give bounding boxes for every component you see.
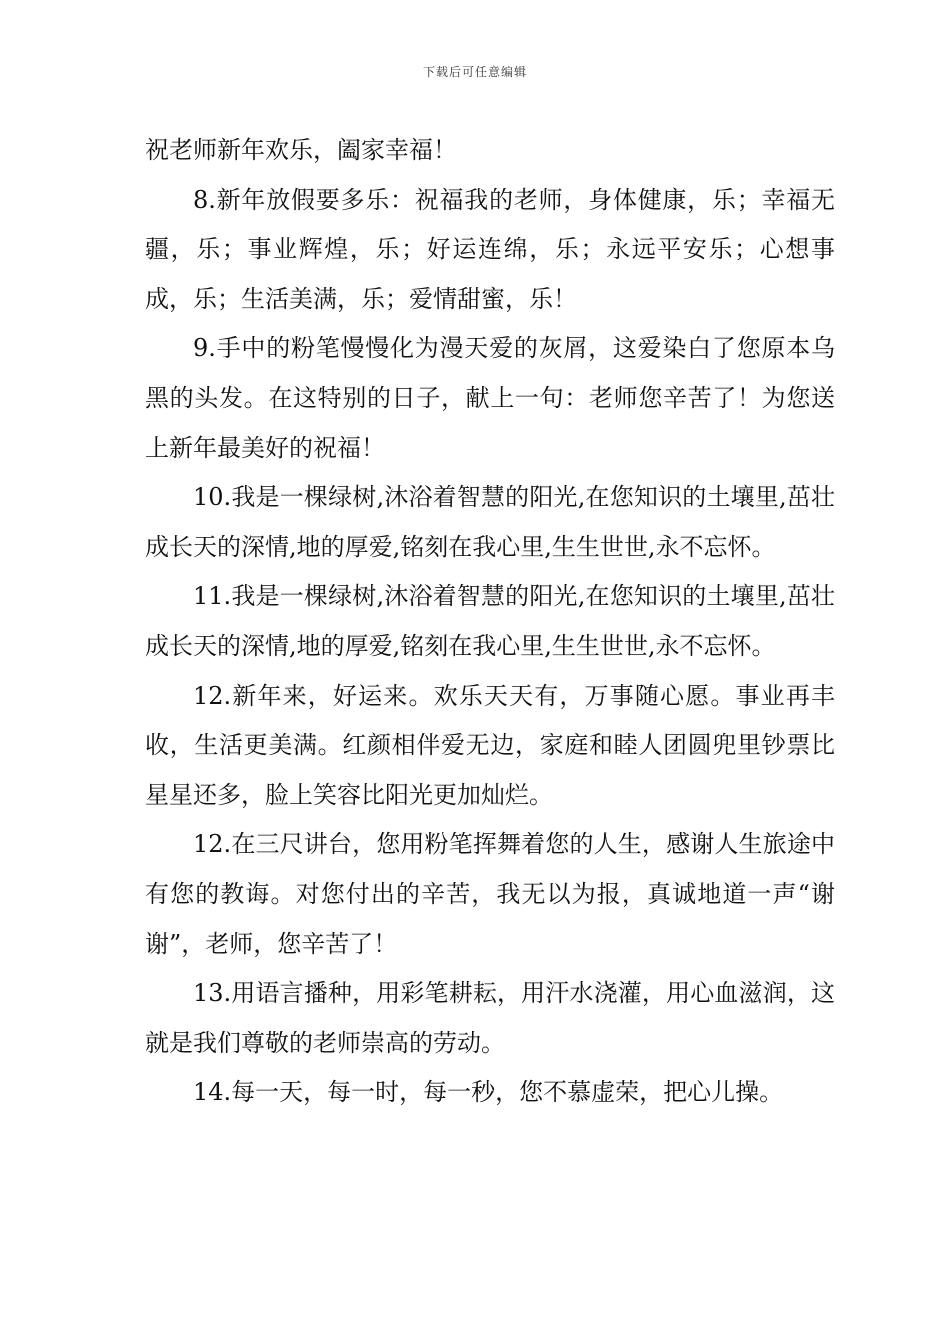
- paragraph-11: 11.我是一棵绿树,沐浴着智慧的阳光,在您知识的土壤里,茁壮成长天的深情,地的厚爱,铭刻在我心里,生生世世,永不忘怀。: [145, 582, 835, 660]
- document-body: [145, 126, 835, 1118]
- paragraph-12a: 12.新年来，好运来。欢乐天天有，万事随心愿。事业再丰收，生活更美满。红颜相伴爱无边，家庭和睦人团圆兜里钞票比星星还多，脸上笑容比阳光更加灿烂。: [145, 681, 835, 809]
- paragraph-continuation: 祝老师新年欢乐，阖家幸福！: [145, 136, 457, 164]
- paragraph-10: 10.我是一棵绿树,沐浴着智慧的阳光,在您知识的土壤里,茁壮成长天的深情,地的厚爱,铭刻在我心里,生生世世,永不忘怀。: [145, 483, 835, 561]
- page-header: 下载后可任意编辑: [422, 65, 527, 79]
- paragraph-14: 14.每一天，每一时，每一秒，您不慕虚荣，把心儿操。: [193, 1078, 784, 1107]
- paragraph-9: 9.手中的粉笔慢慢化为漫天爱的灰屑，这爱染白了您原本乌黑的头发。在这特别的日子，献上一句：老师您辛苦了！为您送上新年最美好的祝福！: [145, 334, 835, 462]
- paragraph-12b: 12.在三尺讲台，您用粉笔挥舞着您的人生，感谢人生旅途中有您的教诲。对您付出的辛苦，我无以为报，真诚地道一声“谢谢”，老师，您辛苦了！: [145, 830, 835, 958]
- paragraph-8: 8.新年放假要多乐：祝福我的老师，身体健康，乐；幸福无疆，乐；事业辉煌，乐；好运连绵，乐；永远平安乐；心想事成，乐；生活美满，乐；爱情甜蜜，乐！: [145, 185, 835, 313]
- paragraph-13: 13.用语言播种，用彩笔耕耘，用汗水浇灌，用心血滋润，这就是我们尊敬的老师崇高的劳动。: [145, 979, 835, 1057]
